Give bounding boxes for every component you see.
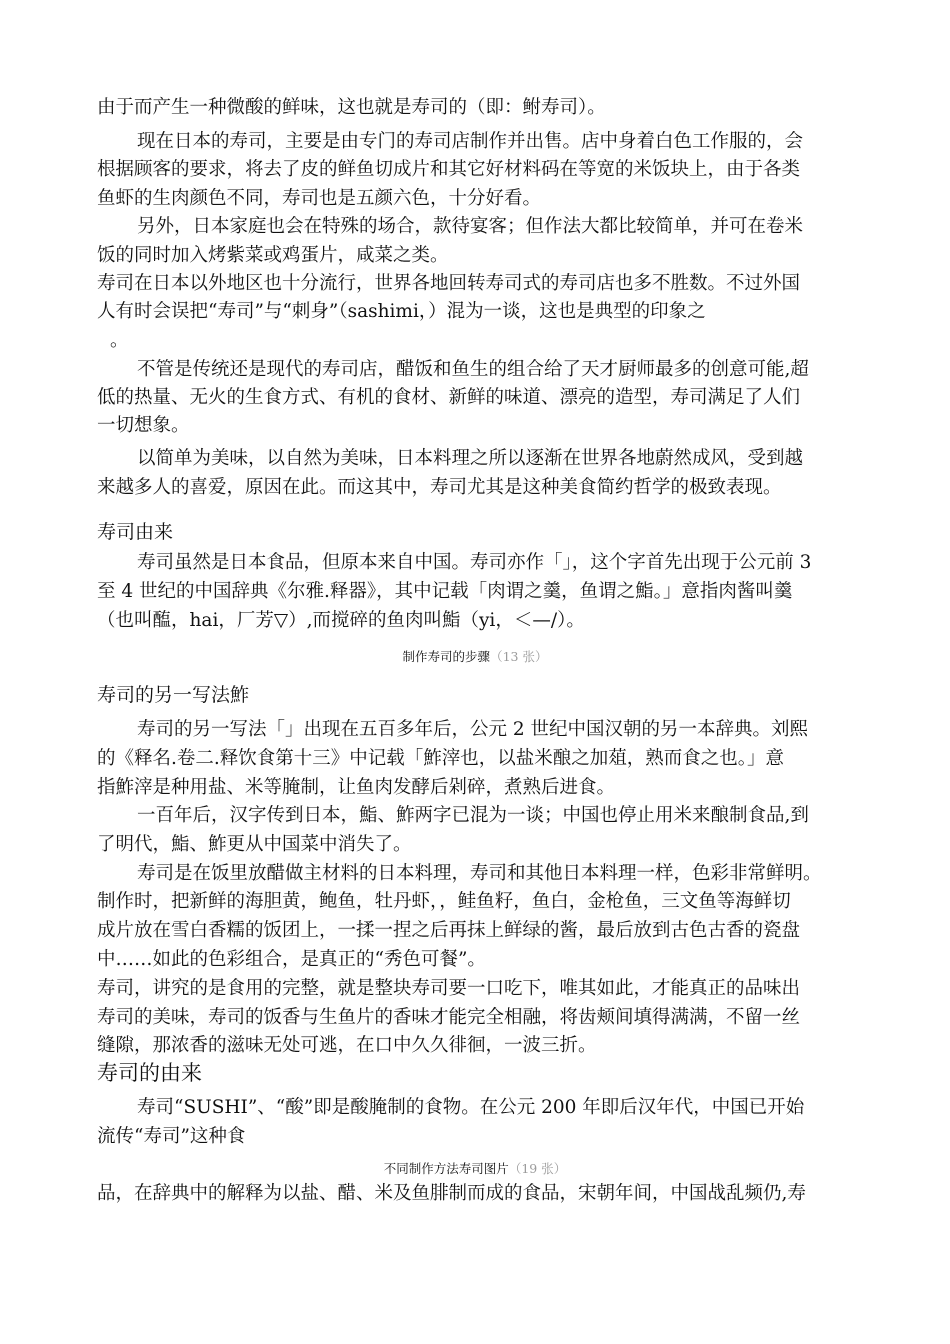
image-caption [0, 649, 950, 665]
section-heading: 寿司的由来 [97, 1061, 202, 1085]
section-heading: 寿司的另一写法鮓 [97, 684, 250, 706]
paragraph-line: 的《释名.卷二.释饮食第十三》中记载「鮓滓也，以盐米酿之加葅，熟而食之也。」意 [97, 748, 785, 769]
paragraph-line: 寿司“SUSHI”、“酸”即是酸腌制的食物。在公元 200 年即后汉年代，中国已开始 [137, 1097, 805, 1118]
paragraph-line: 由于而产生一种微酸的鲜味，这也就是寿司的（即：鲋寿司）。 [97, 97, 606, 118]
paragraph-line: 鱼虾的生肉颜色不同，寿司也是五颜六色，十分好看。 [97, 188, 542, 209]
image-caption [0, 1161, 950, 1177]
paragraph-line: 人有时会误把“寿司”与“刺身”（sashimi，）混为一谈，这也是典型的印象之 [97, 301, 706, 322]
paragraph-line: 另外，日本家庭也会在特殊的场合，款待宴客；但作法大都比较简单，并可在卷米 [137, 216, 804, 237]
caption-count: （19 张） [508, 1161, 567, 1176]
paragraph-line: 至 4 世纪的中国辞典《尔雅.释器》，其中记载「肉谓之羹，鱼谓之鮨。」意指肉酱叫羹 [97, 581, 793, 602]
paragraph-line: 不管是传统还是现代的寿司店，醋饭和鱼生的组合给了天才厨师最多的创意可能,超 [137, 359, 809, 380]
paragraph-line: 寿司是在饭里放醋做主材料的日本料理，寿司和其他日本料理一样，色彩非常鲜明。 [137, 863, 822, 884]
paragraph-line: 一切想象。 [97, 415, 190, 436]
paragraph-line: 制作时，把新鲜的海胆黄，鲍鱼，牡丹虾，，鲑鱼籽，鱼白，金枪鱼，三文鱼等海鲜切 [97, 891, 791, 912]
paragraph-line: 饭的同时加入烤紫菜或鸡蛋片，咸菜之类。 [97, 245, 449, 266]
paragraph-line: （也叫醢，hai，厂芳▽）,而搅碎的鱼肉叫鮨（yi，＜—/）。 [97, 610, 585, 631]
paragraph-line: 中……如此的色彩组合，是真正的“秀色可餐”。 [97, 949, 486, 970]
paragraph-line: 了明代，鮨、鮓更从中国菜中消失了。 [97, 834, 412, 855]
section-heading: 寿司由来 [97, 521, 174, 543]
paragraph-line: 。 [110, 330, 129, 351]
paragraph-line: 寿司，讲究的是食用的完整，就是整块寿司要一口吃下，唯其如此，才能真正的品味出 [97, 978, 801, 999]
caption-text: 不同制作方法寿司图片 [383, 1161, 509, 1176]
paragraph-line: 寿司虽然是日本食品，但原本来自中国。寿司亦作「」，这个字首先出现于公元前 3 [137, 552, 812, 573]
paragraph-line: 缝隙，那浓香的滋味无处可逃，在口中久久徘徊，一波三折。 [97, 1035, 597, 1056]
caption-text: 制作寿司的步骤 [402, 649, 491, 664]
paragraph-line: 流传“寿司”这种食 [97, 1126, 246, 1147]
paragraph-line: 一百年后，汉字传到日本，鮨、鮓两字已混为一谈；中国也停止用米来酿制食品,到 [137, 805, 809, 826]
paragraph-line: 寿司的美味，寿司的饭香与生鱼片的香味才能完全相融，将齿颊间填得满满，不留一丝 [97, 1007, 801, 1028]
paragraph-line: 来越多人的喜爱，原因在此。而这其中，寿司尤其是这种美食简约哲学的极致表现。 [97, 477, 782, 498]
paragraph-line: 寿司的另一写法「」出现在五百多年后，公元 2 世纪中国汉朝的另一本辞典。刘熙 [137, 719, 809, 740]
paragraph-line: 成片放在雪白香糯的饭团上，一揉一捏之后再抹上鲜绿的酱，最后放到古色古香的瓷盘 [97, 920, 801, 941]
paragraph-line: 指鮓滓是种用盐、米等腌制，让鱼肉发酵后剁碎，煮熟后进食。 [97, 777, 616, 798]
paragraph-line: 低的热量、无火的生食方式、有机的食材、新鲜的味道、漂亮的造型，寿司满足了人们 [97, 387, 801, 408]
paragraph-line: 品，在辞典中的解释为以盐、醋、米及鱼腓制而成的食品，宋朝年间，中国战乱频仍,寿 [97, 1183, 806, 1204]
caption-count: （13 张） [490, 649, 548, 664]
paragraph-line: 寿司在日本以外地区也十分流行，世界各地回转寿司式的寿司店也多不胜数。不过外国 [97, 273, 801, 294]
paragraph-line: 现在日本的寿司，主要是由专门的寿司店制作并出售。店中身着白色工作服的，会 [137, 131, 804, 152]
paragraph-line: 根据顾客的要求，将去了皮的鲜鱼切成片和其它好材料码在等宽的米饭块上，由于各类 [97, 159, 801, 180]
paragraph-line: 以简单为美味，以自然为美味，日本料理之所以逐渐在世界各地蔚然成风，受到越 [137, 448, 804, 469]
